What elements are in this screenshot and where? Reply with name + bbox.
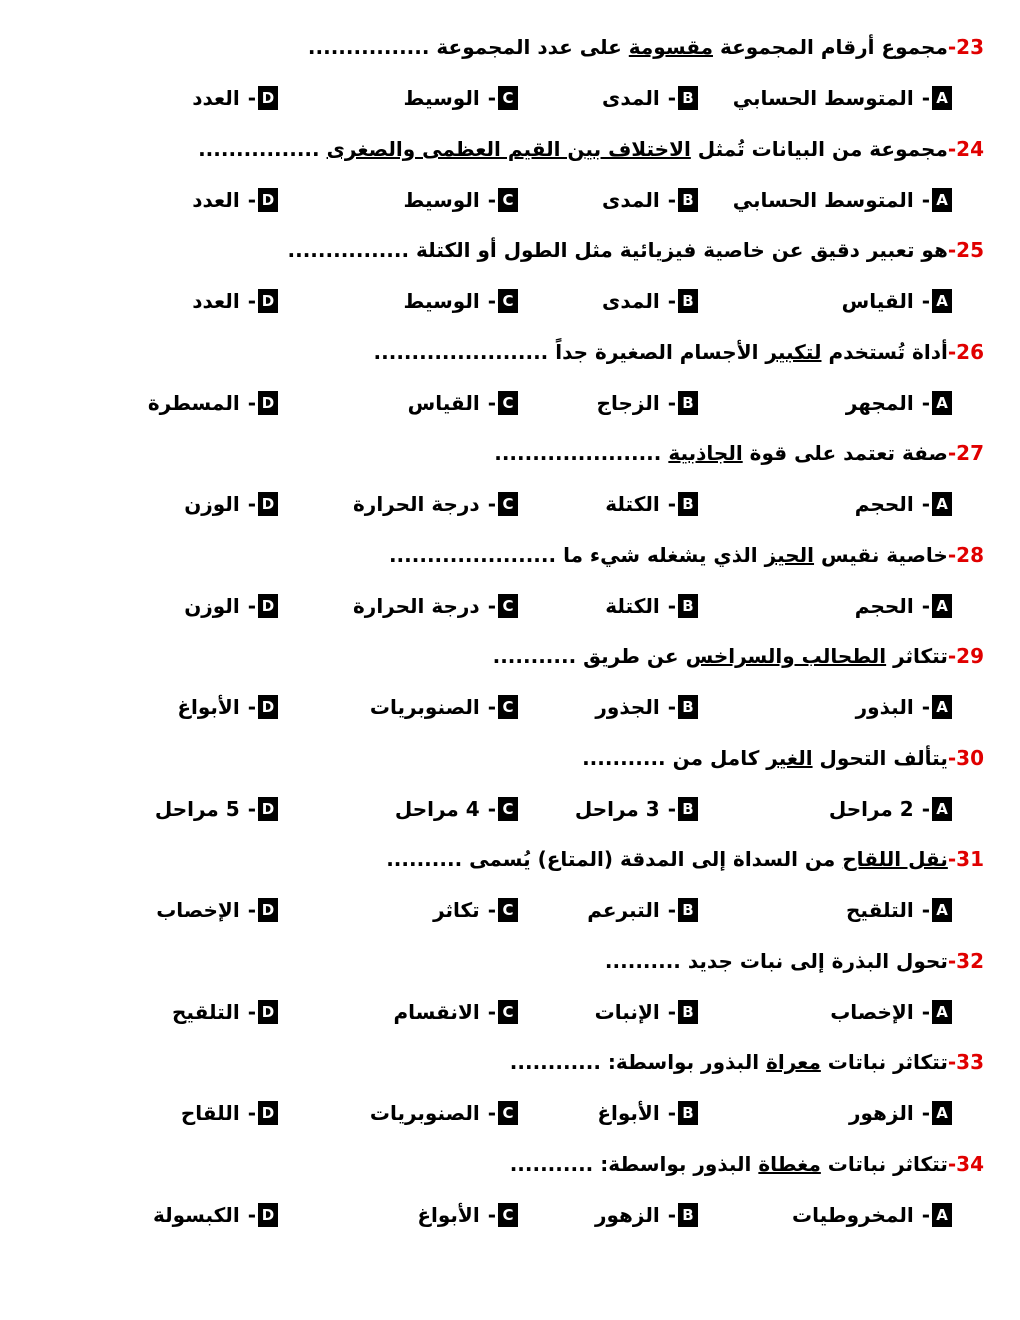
- option-a[interactable]: [830, 992, 952, 1032]
- option-separator: -: [247, 1101, 256, 1125]
- question-12: [510, 1144, 984, 1184]
- option-separator: -: [247, 1000, 256, 1024]
- option-label: المدى: [602, 188, 660, 212]
- question-underlined-term: الحيز: [764, 543, 815, 567]
- option-separator: -: [487, 492, 496, 516]
- option-separator: -: [247, 898, 256, 922]
- option-separator: -: [667, 289, 676, 313]
- question-text-end: كامل من ...........: [582, 746, 767, 770]
- option-b[interactable]: [602, 281, 698, 321]
- option-c[interactable]: [404, 180, 518, 220]
- option-label: الوسيط: [403, 289, 480, 313]
- option-separator: -: [247, 188, 256, 212]
- option-label: المسطرة: [147, 391, 240, 415]
- option-letter-badge: C: [498, 1101, 518, 1125]
- option-a[interactable]: [792, 1195, 952, 1235]
- option-separator: -: [487, 188, 496, 212]
- option-label: الحجم: [854, 492, 914, 516]
- option-separator: -: [487, 391, 496, 415]
- option-separator: -: [921, 86, 930, 110]
- option-separator: -: [247, 492, 256, 516]
- option-letter-badge: B: [678, 1101, 698, 1125]
- option-separator: -: [921, 1203, 930, 1227]
- question-text: [288, 238, 948, 262]
- question-number: 25-: [947, 238, 984, 262]
- option-a[interactable]: [842, 281, 952, 321]
- option-letter-badge: D: [258, 391, 278, 415]
- option-c[interactable]: [394, 992, 518, 1032]
- option-letter-badge: D: [258, 695, 278, 719]
- option-c[interactable]: [370, 1093, 518, 1133]
- question-11: [510, 1042, 984, 1082]
- option-label: الإخصاب: [830, 1000, 914, 1024]
- question-text-end: الأجسام الصغيرة جداً .......................: [373, 340, 766, 364]
- question-text-end: ................: [198, 137, 327, 161]
- option-separator: -: [667, 1101, 676, 1125]
- option-separator: -: [247, 797, 256, 821]
- option-letter-badge: C: [498, 797, 518, 821]
- question-text-start: تتكاثر: [886, 644, 948, 668]
- option-label: الانقسام: [393, 1000, 480, 1024]
- option-label: القياس: [407, 391, 480, 415]
- option-b[interactable]: [597, 1093, 698, 1133]
- option-letter-badge: D: [258, 898, 278, 922]
- question-4: [374, 332, 984, 372]
- option-separator: -: [247, 594, 256, 618]
- option-label: التبرعم: [587, 898, 660, 922]
- option-letter-badge: B: [678, 188, 698, 212]
- option-letter-badge: B: [678, 86, 698, 110]
- question-text: [510, 1050, 948, 1074]
- question-text-start: هو تعبير دقيق عن خاصية فيزيائية مثل الطول أو الكتلة ................: [287, 238, 948, 262]
- question-2: [198, 129, 984, 169]
- option-b[interactable]: [597, 383, 698, 423]
- option-separator: -: [921, 898, 930, 922]
- question-text-end: على عدد المجموعة ................: [307, 35, 629, 59]
- option-letter-badge: D: [258, 289, 278, 313]
- option-letter-badge: A: [932, 86, 952, 110]
- question-text-end: البذور بواسطة: ...........: [509, 1152, 759, 1176]
- option-separator: -: [921, 797, 930, 821]
- question-9: [386, 839, 984, 879]
- option-label: الحجم: [854, 594, 914, 618]
- question-number: 26-: [947, 340, 984, 364]
- question-text-start: مجموعة من البيانات تُمثل: [690, 137, 948, 161]
- option-label: درجة الحرارة: [353, 594, 480, 618]
- question-underlined-term: الاختلاف بين القيم العظمى والصغرى: [326, 137, 691, 161]
- question-text-end: عن طريق ...........: [492, 644, 686, 668]
- option-d[interactable]: [156, 890, 278, 930]
- option-letter-badge: A: [932, 1101, 952, 1125]
- question-text-start: خاصية نقيس: [814, 543, 948, 567]
- question-text: [374, 340, 948, 364]
- option-label: المتوسط الحسابي: [732, 188, 914, 212]
- question-text: [198, 137, 948, 161]
- question-number: 28-: [947, 543, 984, 567]
- question-underlined-term: الجاذبية: [668, 441, 743, 465]
- option-letter-badge: B: [678, 898, 698, 922]
- option-letter-badge: B: [678, 289, 698, 313]
- option-label: الإنبات: [594, 1000, 660, 1024]
- option-letter-badge: D: [258, 594, 278, 618]
- option-c[interactable]: [404, 78, 518, 118]
- option-d[interactable]: [172, 992, 278, 1032]
- option-c[interactable]: [353, 586, 518, 626]
- option-label: الوزن: [184, 492, 240, 516]
- question-underlined-term: نقل اللقاح: [842, 847, 948, 871]
- option-letter-badge: D: [258, 797, 278, 821]
- option-c[interactable]: [395, 789, 518, 829]
- option-separator: -: [921, 695, 930, 719]
- option-separator: -: [921, 1000, 930, 1024]
- option-label: 5 مراحل: [154, 797, 240, 821]
- option-separator: -: [667, 898, 676, 922]
- question-text: [308, 35, 948, 59]
- question-number: 23-: [947, 35, 984, 59]
- option-a[interactable]: [733, 78, 952, 118]
- option-separator: -: [487, 1101, 496, 1125]
- option-separator: -: [247, 289, 256, 313]
- option-label: الكبسولة: [152, 1203, 240, 1227]
- question-text-start: صفة تعتمد على قوة: [742, 441, 948, 465]
- option-letter-badge: C: [498, 1203, 518, 1227]
- option-letter-badge: C: [498, 1000, 518, 1024]
- option-d[interactable]: [192, 281, 278, 321]
- option-c[interactable]: [370, 687, 518, 727]
- question-text-start: تحول البذرة إلى نبات جديد ..........: [604, 949, 948, 973]
- option-label: الزهور: [848, 1101, 914, 1125]
- option-letter-badge: A: [932, 594, 952, 618]
- option-label: المخروطيات: [792, 1203, 914, 1227]
- option-separator: -: [667, 594, 676, 618]
- option-separator: -: [487, 86, 496, 110]
- option-letter-badge: C: [498, 594, 518, 618]
- question-text: [510, 1152, 948, 1176]
- option-d[interactable]: [184, 586, 278, 626]
- question-7: [493, 636, 984, 676]
- question-text-end: من السداة إلى المدقة (المتاع) يُسمى ..........: [386, 847, 843, 871]
- option-separator: -: [921, 188, 930, 212]
- question-text-start: تتكاثر نباتات: [820, 1152, 948, 1176]
- question-text-end: الذي يشغله شيء ما ......................: [388, 543, 765, 567]
- option-separator: -: [487, 1203, 496, 1227]
- option-label: الأبواغ: [597, 1101, 660, 1125]
- option-letter-badge: A: [932, 1000, 952, 1024]
- option-c[interactable]: [408, 383, 518, 423]
- option-a[interactable]: [846, 890, 952, 930]
- option-label: الوسيط: [403, 188, 480, 212]
- option-label: التلقيح: [172, 1000, 240, 1024]
- option-d[interactable]: [192, 78, 278, 118]
- option-label: اللقاح: [180, 1101, 240, 1125]
- option-letter-badge: B: [678, 594, 698, 618]
- option-label: البذور: [855, 695, 914, 719]
- option-label: المدى: [602, 289, 660, 313]
- option-label: الوسيط: [403, 86, 480, 110]
- option-a[interactable]: [733, 180, 952, 220]
- question-5: [494, 433, 984, 473]
- option-label: العدد: [192, 86, 240, 110]
- option-letter-badge: A: [932, 289, 952, 313]
- option-d[interactable]: [192, 180, 278, 220]
- question-text-start: يتألف التحول: [812, 746, 948, 770]
- question-underlined-term: الطحالب والسراخس: [685, 644, 887, 668]
- option-label: العدد: [192, 289, 240, 313]
- option-separator: -: [667, 797, 676, 821]
- option-letter-badge: C: [498, 391, 518, 415]
- option-letter-badge: A: [932, 188, 952, 212]
- option-letter-badge: C: [498, 695, 518, 719]
- question-number: 31-: [947, 847, 984, 871]
- question-text: [605, 949, 948, 973]
- option-label: درجة الحرارة: [353, 492, 480, 516]
- option-letter-badge: A: [932, 492, 952, 516]
- option-letter-badge: D: [258, 1101, 278, 1125]
- option-label: الإخصاب: [156, 898, 240, 922]
- option-letter-badge: B: [678, 391, 698, 415]
- question-underlined-term: مغطاة: [758, 1152, 821, 1176]
- option-separator: -: [247, 391, 256, 415]
- option-separator: -: [487, 695, 496, 719]
- option-letter-badge: D: [258, 492, 278, 516]
- option-label: القياس: [841, 289, 914, 313]
- option-c[interactable]: [433, 890, 518, 930]
- option-label: المجهر: [845, 391, 914, 415]
- option-label: التلقيح: [846, 898, 914, 922]
- option-a[interactable]: [846, 383, 952, 423]
- option-letter-badge: B: [678, 492, 698, 516]
- option-b[interactable]: [602, 180, 698, 220]
- option-label: الكتلة: [605, 492, 660, 516]
- option-label: 3 مراحل: [574, 797, 660, 821]
- option-b[interactable]: [595, 1195, 698, 1235]
- option-label: الزهور: [594, 1203, 660, 1227]
- question-underlined-term: مقسومة: [628, 35, 713, 59]
- option-label: العدد: [192, 188, 240, 212]
- option-c[interactable]: [417, 1195, 518, 1235]
- option-b[interactable]: [605, 484, 698, 524]
- option-label: الأبواغ: [417, 1203, 480, 1227]
- option-separator: -: [921, 391, 930, 415]
- option-letter-badge: A: [932, 695, 952, 719]
- question-text-end: البذور بواسطة: ............: [509, 1050, 767, 1074]
- option-label: الزجاج: [596, 391, 660, 415]
- option-letter-badge: D: [258, 1000, 278, 1024]
- option-letter-badge: C: [498, 492, 518, 516]
- question-text-start: أداة تُستخدم: [821, 340, 948, 364]
- question-text-start: تتكاثر نباتات: [820, 1050, 948, 1074]
- question-text: [493, 644, 948, 668]
- option-separator: -: [667, 188, 676, 212]
- question-number: 30-: [947, 746, 984, 770]
- question-text: [494, 441, 948, 465]
- option-d[interactable]: [155, 789, 278, 829]
- option-label: 2 مراحل: [828, 797, 914, 821]
- option-label: الكتلة: [605, 594, 660, 618]
- option-label: الصنوبريات: [369, 695, 480, 719]
- option-separator: -: [487, 1000, 496, 1024]
- option-separator: -: [921, 594, 930, 618]
- question-number: 27-: [947, 441, 984, 465]
- question-underlined-term: الغير: [766, 746, 813, 770]
- option-separator: -: [487, 898, 496, 922]
- option-d[interactable]: [181, 1093, 278, 1133]
- option-b[interactable]: [605, 586, 698, 626]
- option-letter-badge: B: [678, 797, 698, 821]
- option-letter-badge: C: [498, 86, 518, 110]
- option-d[interactable]: [184, 484, 278, 524]
- question-3: [288, 230, 984, 270]
- question-text: [582, 746, 948, 770]
- option-label: الصنوبريات: [369, 1101, 480, 1125]
- option-letter-badge: C: [498, 188, 518, 212]
- option-letter-badge: C: [498, 289, 518, 313]
- option-b[interactable]: [595, 992, 698, 1032]
- option-separator: -: [921, 1101, 930, 1125]
- option-label: 4 مراحل: [394, 797, 480, 821]
- question-number: 29-: [947, 644, 984, 668]
- question-text-end: ......................: [494, 441, 669, 465]
- option-letter-badge: B: [678, 1203, 698, 1227]
- option-d[interactable]: [177, 687, 278, 727]
- option-separator: -: [247, 86, 256, 110]
- option-label: المتوسط الحسابي: [732, 86, 914, 110]
- question-number: 24-: [947, 137, 984, 161]
- option-separator: -: [921, 492, 930, 516]
- option-d[interactable]: [148, 383, 278, 423]
- option-separator: -: [667, 492, 676, 516]
- question-8: [582, 738, 984, 778]
- option-separator: -: [667, 86, 676, 110]
- option-separator: -: [247, 1203, 256, 1227]
- question-text-start: مجموع أرقام المجموعة: [712, 35, 948, 59]
- option-letter-badge: A: [932, 797, 952, 821]
- question-number: 33-: [947, 1050, 984, 1074]
- option-separator: -: [667, 695, 676, 719]
- option-a[interactable]: [855, 484, 952, 524]
- option-letter-badge: A: [932, 1203, 952, 1227]
- question-number: 34-: [947, 1152, 984, 1176]
- option-c[interactable]: [353, 484, 518, 524]
- option-separator: -: [487, 289, 496, 313]
- option-letter-badge: D: [258, 86, 278, 110]
- question-underlined-term: لتكبير: [765, 340, 822, 364]
- option-a[interactable]: [856, 687, 952, 727]
- option-letter-badge: C: [498, 898, 518, 922]
- option-separator: -: [667, 1203, 676, 1227]
- option-separator: -: [667, 391, 676, 415]
- option-a[interactable]: [855, 586, 952, 626]
- option-letter-badge: D: [258, 1203, 278, 1227]
- option-letter-badge: D: [258, 188, 278, 212]
- question-number: 32-: [947, 949, 984, 973]
- option-separator: -: [487, 594, 496, 618]
- option-b[interactable]: [602, 78, 698, 118]
- option-d[interactable]: [153, 1195, 278, 1235]
- option-letter-badge: A: [932, 391, 952, 415]
- option-b[interactable]: [595, 687, 698, 727]
- option-letter-badge: A: [932, 898, 952, 922]
- option-b[interactable]: [587, 890, 698, 930]
- option-separator: -: [667, 1000, 676, 1024]
- option-separator: -: [921, 289, 930, 313]
- option-separator: -: [487, 797, 496, 821]
- option-label: المدى: [602, 86, 660, 110]
- option-letter-badge: B: [678, 695, 698, 719]
- option-label: الجذور: [595, 695, 660, 719]
- option-c[interactable]: [404, 281, 518, 321]
- question-6: [389, 535, 984, 575]
- option-a[interactable]: [829, 789, 952, 829]
- question-1: [308, 27, 984, 67]
- option-label: الأبواغ: [177, 695, 240, 719]
- option-b[interactable]: [575, 789, 698, 829]
- option-a[interactable]: [849, 1093, 952, 1133]
- option-label: الوزن: [184, 594, 240, 618]
- option-label: تكاثر: [433, 898, 480, 922]
- question-10: [605, 941, 984, 981]
- option-letter-badge: B: [678, 1000, 698, 1024]
- question-text: [386, 847, 948, 871]
- question-underlined-term: معراة: [766, 1050, 821, 1074]
- question-text: [389, 543, 948, 567]
- option-separator: -: [247, 695, 256, 719]
